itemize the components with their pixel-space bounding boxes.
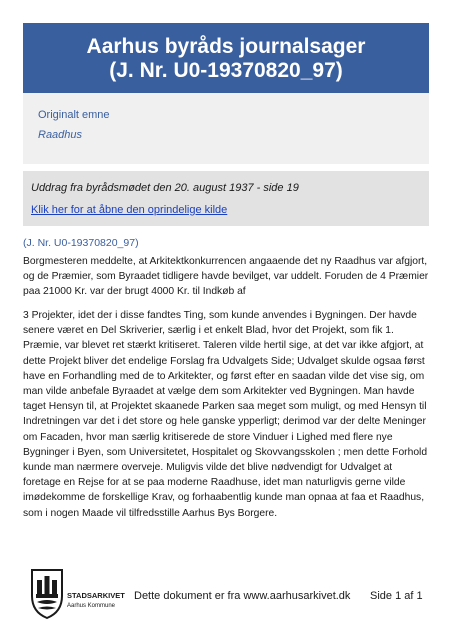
excerpt-box [23,171,429,226]
logo-text-line2: Aarhus Kommune [67,603,116,609]
original-topic-box [23,93,429,164]
original-topic-label: Originalt emne [38,109,110,121]
original-topic-value: Raadhus [38,129,83,141]
stadsarkivet-logo [28,566,128,620]
body-paragraph: 3 Projekter, idet der i disse fandtes Ting, som kunde anvendes i Bygningen. Der havde senere været en Del Skriverier, særlig i et enkelt Blad, hvor det Projekt, som fik 1. Præmie, var blevet ret stærkt kritiseret. Taleren vilde hertil sige, at det var ikke afgjort, at dette Projekt bliver det endelige Forslag fra Udvalgets Side; Udvalget skulde ogsaa først have en Forhandling med de to Arkitekter, og først efter en saadan vilde det vise sig, om man vilde anbefale Byraadet at vælge dem som Arkitekter ved Bygningen. Man havde taget Hensyn til, at Projektet skaanede Parken saa meget som muligt, og med Hensyn til Indretningen var det i det store og hele ganske ypperligt; derimod var der delte Meninger om Facaden, hvor man særlig kritiserede de store Vinduer i Lighed med flere nye Bygninger i Byen, som Universitetet, Hospitalet og Skovvangsskolen ; men dette Forhold kunde man nærmere overveje. Muligvis vilde det blive nødvendigt for Udvalget at foretage en Rejse for at se paa moderne Raadhuse, idet man naturligvis gerne vilde imødekomme de forskellige Krav, og forhaabentlig kunde man opnaa at faa et Raadhus, som i nogen Maade vil tilfredsstille Aarhus Bys Borgere. [23,310,428,519]
journal-reference: (J. Nr. U0-19370820_97) [23,237,139,249]
document-header [23,23,429,93]
aarhus-seal-icon [28,566,128,620]
logo-text-line1: STADSARKIVET [67,591,125,600]
document-journal-number: (J. Nr. U0-19370820_97) [109,59,343,82]
excerpt-source: Uddrag fra byrådsmødet den 20. august 1937 - side 19 [31,182,299,194]
document-title: Aarhus byråds journalsager [86,35,366,58]
footer-source-text: Dette dokument er fra www.aarhusarkivet.dk [134,590,351,602]
footer-page-number: Side 1 af 1 [370,590,423,602]
body-paragraph: Borgmesteren meddelte, at Arkitektkonkurrencen angaaende det ny Raadhus var afgjort, og de Præmier, som Byraadet tidligere havde bevilget, var uddelt. Foruden de 4 Præmier paa 21000 Kr. var der brugt 4000 Kr. til Indkøb af [23,256,429,298]
open-original-source-link[interactable]: Klik her for at åbne den oprindelige kilde [31,204,228,216]
